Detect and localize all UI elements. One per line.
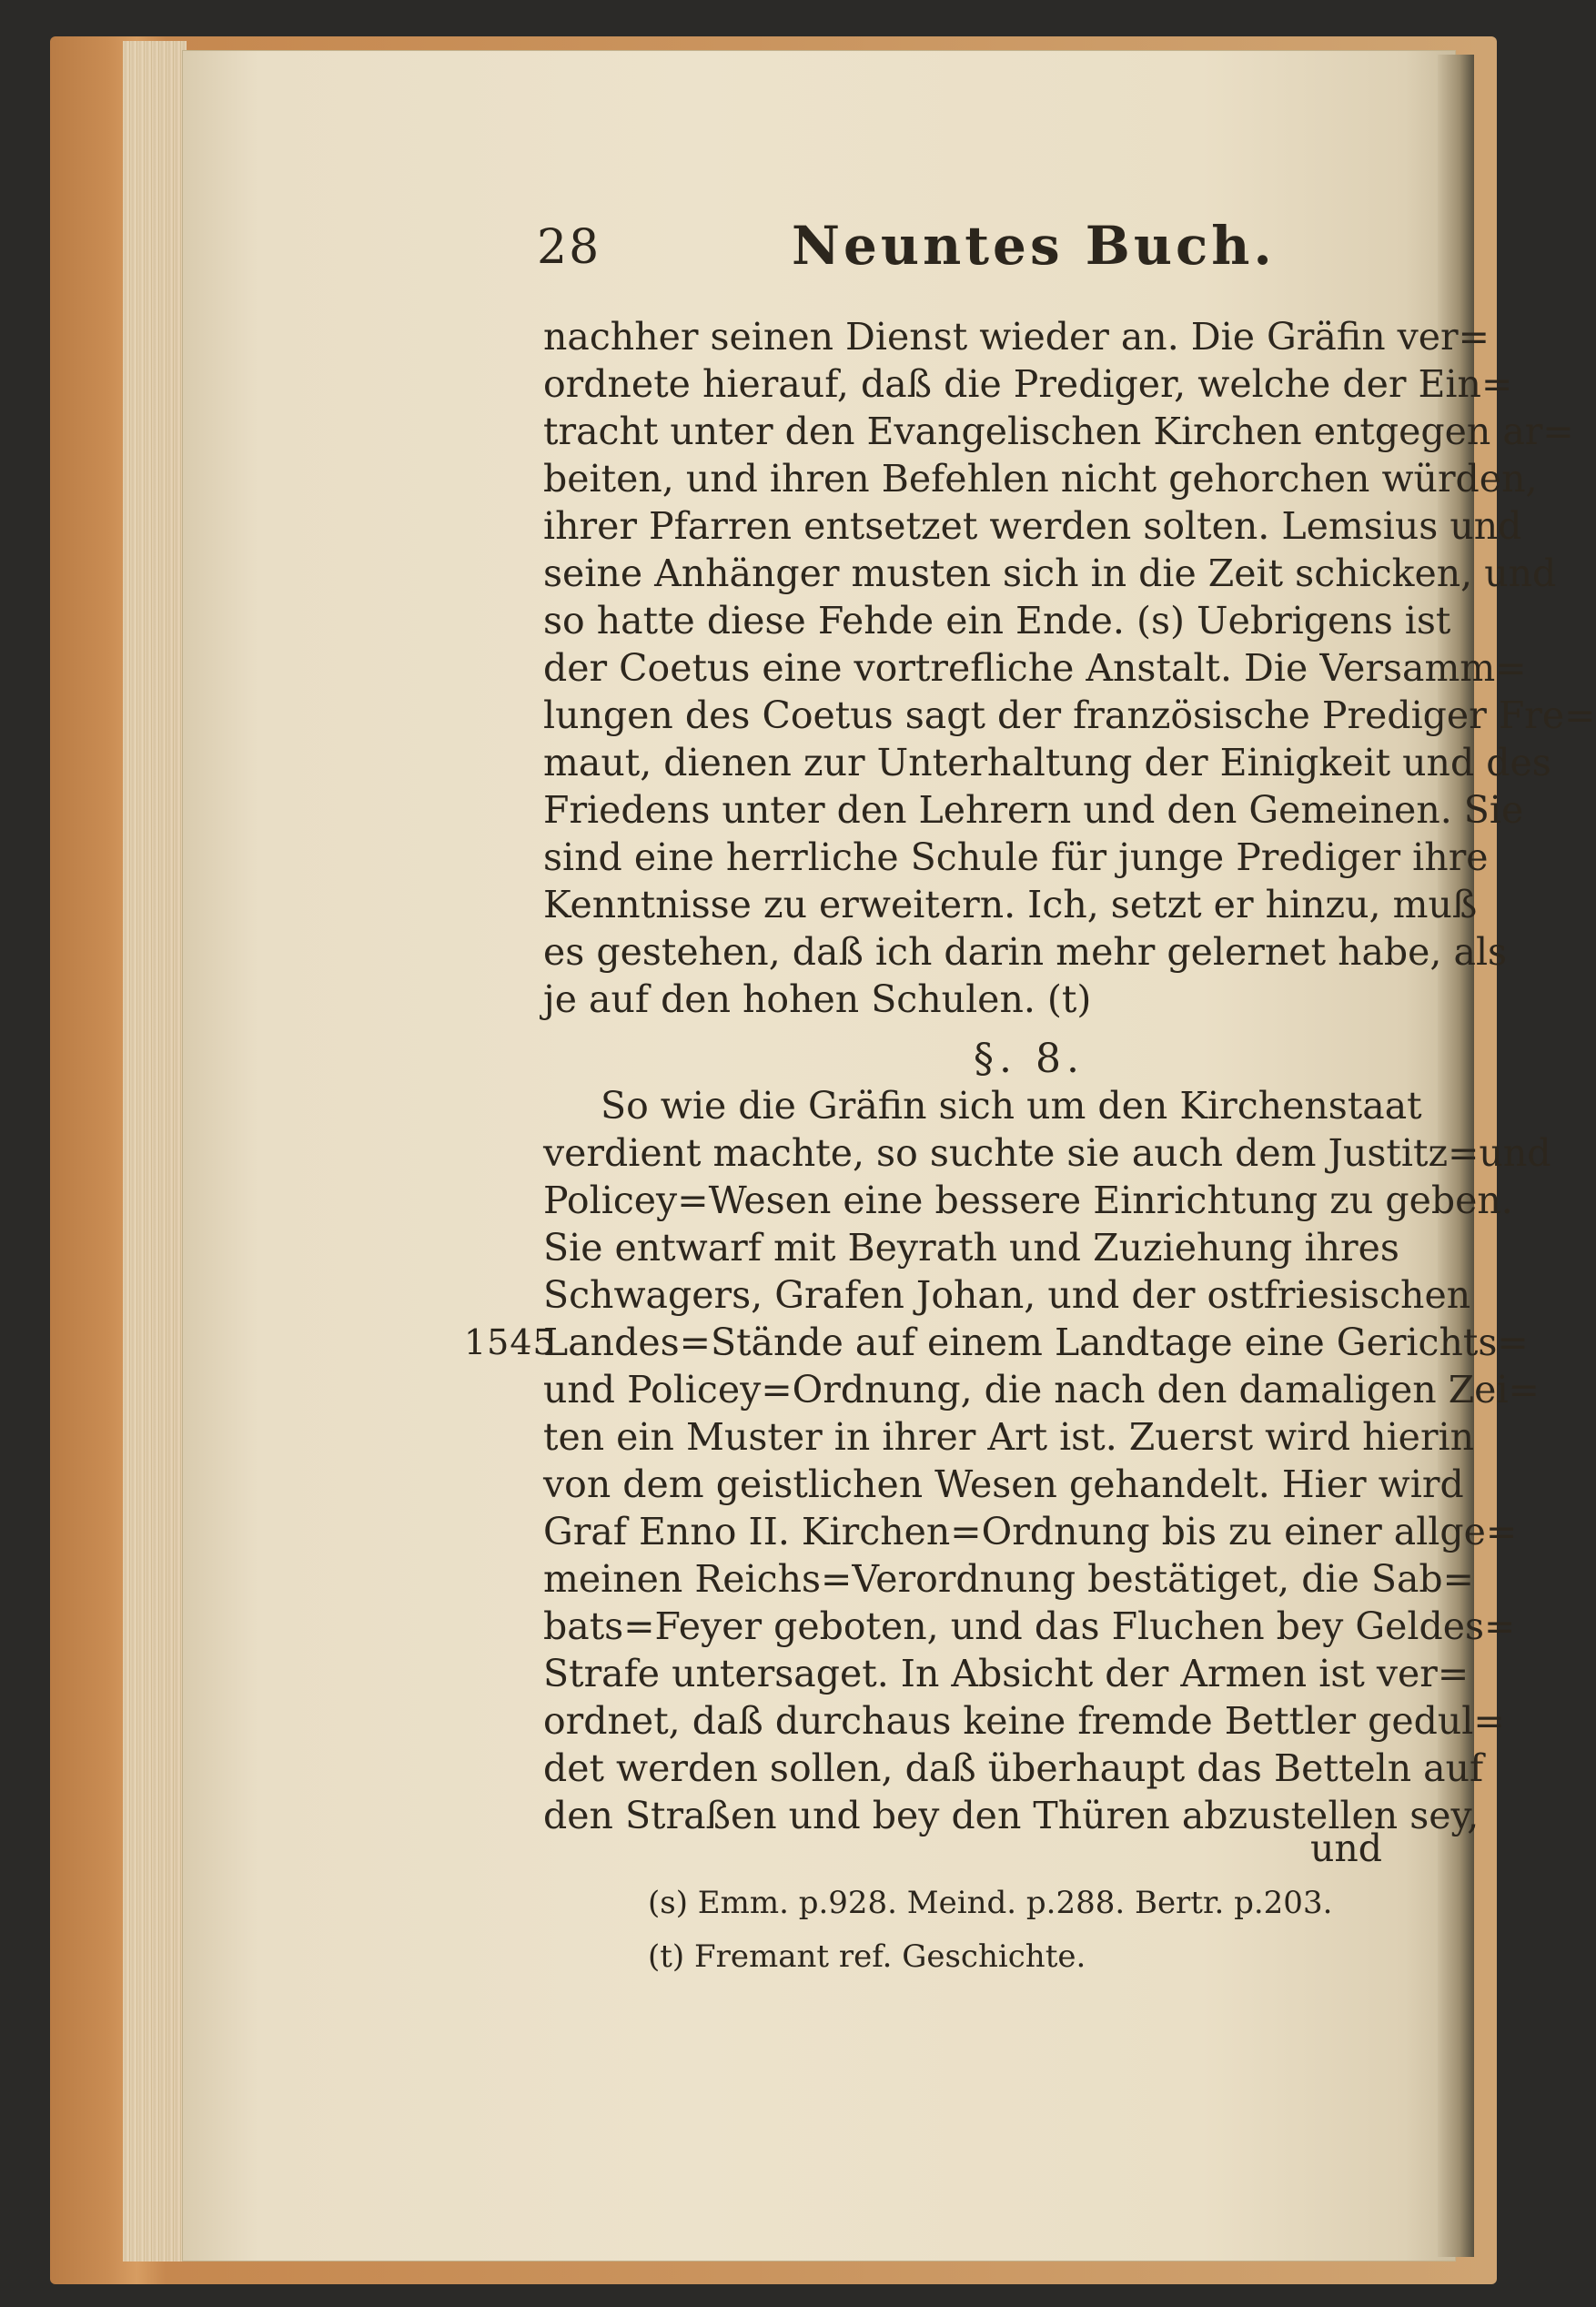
text-line: Graf Enno II. Kirchen=Ordnung bis zu einer allge=: [543, 1510, 1518, 1553]
text-line: den Straßen und bey den Thüren abzustellen sey,: [543, 1794, 1480, 1837]
section-heading: §. 8.: [974, 1036, 1085, 1082]
text-line: Landes=Stände auf einem Landtage eine Gerichts=: [543, 1320, 1529, 1364]
text-line: Sie entwarf mit Beyrath und Zuziehung ihres: [543, 1226, 1399, 1270]
text-line: meinen Reichs=Verordnung bestätiget, die Sab=: [543, 1557, 1474, 1601]
footnote: (t) Fremant ref. Geschichte.: [648, 1938, 1086, 1975]
text-line: So wie die Gräfin sich um den Kirchenstaat: [601, 1084, 1422, 1128]
text-line: ordnet, daß durchaus keine fremde Bettler gedul=: [543, 1699, 1505, 1743]
text-line: so hatte diese Fehde ein Ende. (s) Uebrigens ist: [543, 599, 1451, 643]
text-line: lungen des Coetus sagt der französische Prediger Fre=: [543, 693, 1596, 737]
text-line: je auf den hohen Schulen. (t): [543, 977, 1092, 1021]
text-line: Strafe untersaget. In Absicht der Armen ist ver=: [543, 1652, 1470, 1695]
text-line: bats=Feyer geboten, und das Fluchen bey Geldes=: [543, 1604, 1516, 1648]
text-line: der Coetus eine vortrefliche Anstalt. Die Versamm=: [543, 646, 1527, 690]
text-line: Policey=Wesen eine bessere Einrichtung zu geben.: [543, 1179, 1513, 1222]
text-line: verdient machte, so suchte sie auch dem Justitz=und: [543, 1131, 1551, 1175]
text-line: von dem geistlichen Wesen gehandelt. Hier wird: [543, 1462, 1464, 1506]
text-line: beiten, und ihren Befehlen nicht gehorchen würden,: [543, 457, 1538, 501]
text-line: det werden sollen, daß überhaupt das Betteln auf: [543, 1746, 1484, 1790]
margin-note: 1545: [464, 1322, 556, 1362]
page-title: Neuntes Buch.: [792, 215, 1276, 277]
text-line: ordnete hierauf, daß die Prediger, welche der Ein=: [543, 362, 1513, 406]
page-number: 28: [537, 220, 601, 275]
text-line: ihrer Pfarren entsetzet werden solten. Lemsius und: [543, 504, 1522, 548]
text-line: Kenntnisse zu erweitern. Ich, setzt er hinzu, muß: [543, 883, 1478, 926]
text-line: Schwagers, Grafen Johan, und der ostfriesischen: [543, 1273, 1471, 1317]
text-line: und Policey=Ordnung, die nach den damaligen Zei=: [543, 1368, 1540, 1412]
text-line: ten ein Muster in ihrer Art ist. Zuerst wird hierin: [543, 1415, 1475, 1459]
catchword: und: [1310, 1826, 1383, 1870]
text-line: es gestehen, daß ich darin mehr gelernet habe, als: [543, 930, 1508, 974]
text-line: maut, dienen zur Unterhaltung der Einigkeit und des: [543, 741, 1551, 784]
footnote: (s) Emm. p.928. Meind. p.288. Bertr. p.203.: [648, 1885, 1333, 1921]
text-line: Friedens unter den Lehrern und den Gemeinen. Sie: [543, 788, 1524, 832]
text-line: nachher seinen Dienst wieder an. Die Gräfin ver=: [543, 315, 1490, 359]
text-line: seine Anhänger musten sich in die Zeit schicken, und: [543, 551, 1557, 595]
text-line: tracht unter den Evangelischen Kirchen entgegen ar=: [543, 410, 1574, 453]
text-line: sind eine herrliche Schule für junge Prediger ihre: [543, 835, 1489, 879]
